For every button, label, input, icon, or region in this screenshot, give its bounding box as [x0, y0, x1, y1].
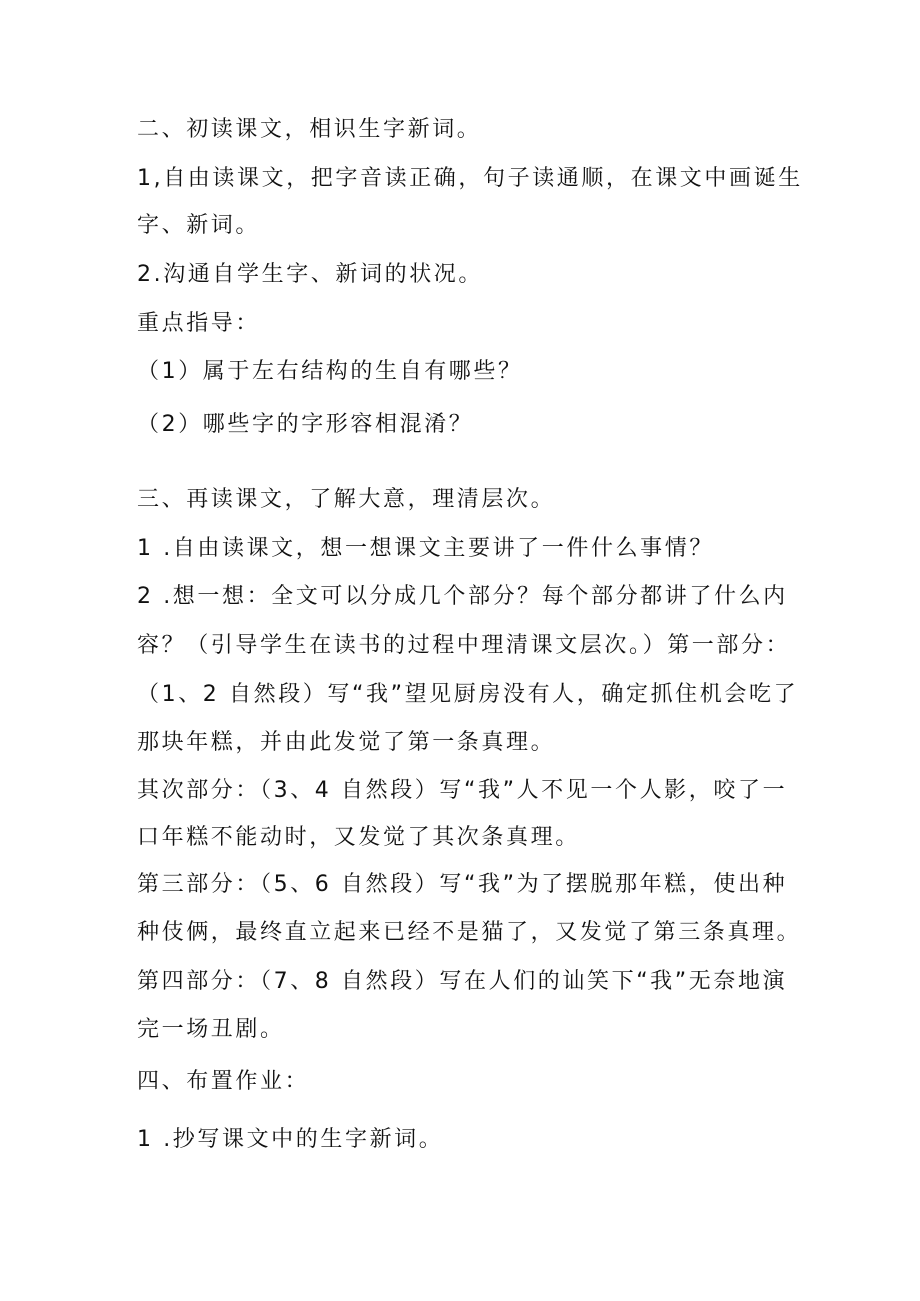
question-item: （2）哪些字的字形容相混淆？ — [137, 412, 474, 437]
paragraph-line: 容？（引导学生在读书的过程中理清课文层次。）第一部分： — [137, 633, 791, 658]
paragraph-line: 字、新词。 — [137, 213, 261, 238]
paragraph-line: 完一场丑剧。 — [137, 1017, 285, 1042]
question-item: （1）属于左右结构的生自有哪些？ — [137, 359, 523, 384]
section-heading-4: 四、布置作业： — [137, 1069, 310, 1094]
paragraph-line: 1 .自由读课文，想一想课文主要讲了一件什么事情？ — [137, 536, 714, 561]
paragraph-line: 其次部分：（3、4 自然段）写“我”人不见一个人影，咬了一 — [137, 778, 788, 803]
focus-label: 重点指导： — [137, 311, 261, 336]
section-heading-3: 三、再读课文，了解大意，理清层次。 — [137, 487, 556, 512]
paragraph-line: 第三部分：（5、6 自然段）写“我”为了摆脱那年糕，使出种 — [137, 872, 788, 897]
paragraph-line: 口年糕不能动时，又发觉了其次条真理。 — [137, 825, 580, 850]
paragraph-line: （1、2 自然段）写“我”望见厨房没有人，确定抓住机会吃了 — [137, 682, 799, 707]
section-heading-2: 二、初读课文，相识生字新词。 — [137, 117, 482, 142]
paragraph-line: 那块年糕，并由此发觉了第一条真理。 — [137, 730, 556, 755]
paragraph-line: 种伎俩，最终直立起来已经不是猫了，又发觉了第三条真理。 — [137, 920, 802, 945]
paragraph-line: 1,自由读课文，把字音读正确，句子读通顺，在课文中画诞生 — [137, 166, 803, 191]
paragraph-line: 1 .抄写课文中的生字新词。 — [137, 1127, 444, 1152]
paragraph-line: 2 .想一想：全文可以分成几个部分？每个部分都讲了什么内 — [137, 584, 788, 609]
paragraph-line: 2.沟通自学生字、新词的状况。 — [137, 262, 483, 287]
paragraph-line: 第四部分：（7、8 自然段）写在人们的讪笑下“我”无奈地演 — [137, 969, 788, 994]
